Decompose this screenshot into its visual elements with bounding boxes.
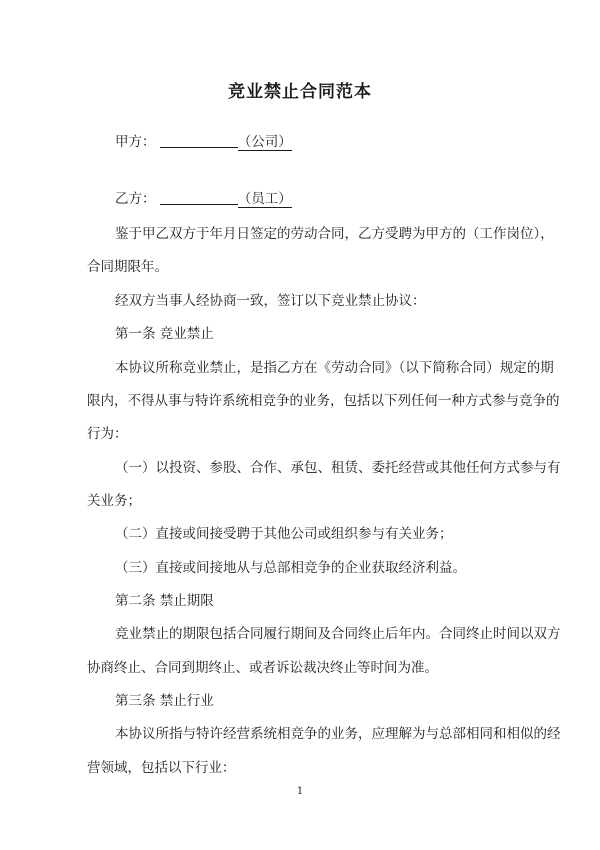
paragraph-line: 竞业禁止的期限包括合同履行期间及合同终止后年内。合同终止时间以双方 bbox=[115, 626, 561, 642]
paragraph-line: 限内，不得从事与特许系统相竞争的业务，包括以下列任何一种方式参与竞争的 bbox=[87, 393, 560, 409]
paragraph-line: 营领域，包括以下行业： bbox=[87, 760, 236, 776]
party-b-line bbox=[115, 190, 292, 208]
list-item: （三）直接或间接地从与总部相竞争的企业获取经济利益。 bbox=[115, 560, 466, 576]
paragraph-line: 本协议所称竞业禁止，是指乙方在《劳动合同》（以下简称合同）规定的期 bbox=[115, 360, 554, 376]
article-heading: 第二条 禁止期限 bbox=[115, 593, 214, 609]
list-item: （一）以投资、参股、合作、承包、租赁、委托经营或其他任何方式参与有 bbox=[115, 460, 561, 476]
list-item: （二）直接或间接受聘于其他公司或组织参与有关业务； bbox=[115, 526, 453, 542]
paragraph-line: 鉴于甲乙双方于年月日签定的劳动合同，乙方受聘为甲方的（工作岗位）， bbox=[115, 226, 554, 242]
party-a-line bbox=[115, 133, 292, 151]
party-a-blank bbox=[160, 133, 238, 148]
article-heading: 第一条 竞业禁止 bbox=[115, 326, 214, 342]
party-b-blank bbox=[160, 190, 238, 205]
page-number: 1 bbox=[296, 786, 304, 797]
document-title: 竞业禁止合同范本 bbox=[228, 82, 372, 102]
party-b-label: 乙方： bbox=[115, 191, 156, 207]
party-a-suffix: （公司） bbox=[237, 134, 292, 150]
paragraph-line: 关业务； bbox=[87, 493, 141, 509]
paragraph-line: 经双方当事人经协商一致，签订以下竞业禁止协议： bbox=[115, 293, 426, 309]
party-a-label: 甲方： bbox=[115, 134, 156, 150]
paragraph-line: 合同期限年。 bbox=[87, 259, 168, 275]
paragraph-line: 行为： bbox=[87, 426, 128, 442]
article-heading: 第三条 禁止行业 bbox=[115, 693, 214, 709]
party-b-suffix: （员工） bbox=[237, 191, 292, 207]
paragraph-line: 协商终止、合同到期终止、或者诉讼裁决终止等时间为准。 bbox=[87, 660, 438, 676]
paragraph-line: 本协议所指与特许经营系统相竞争的业务，应理解为与总部相同和相似的经 bbox=[115, 726, 561, 742]
